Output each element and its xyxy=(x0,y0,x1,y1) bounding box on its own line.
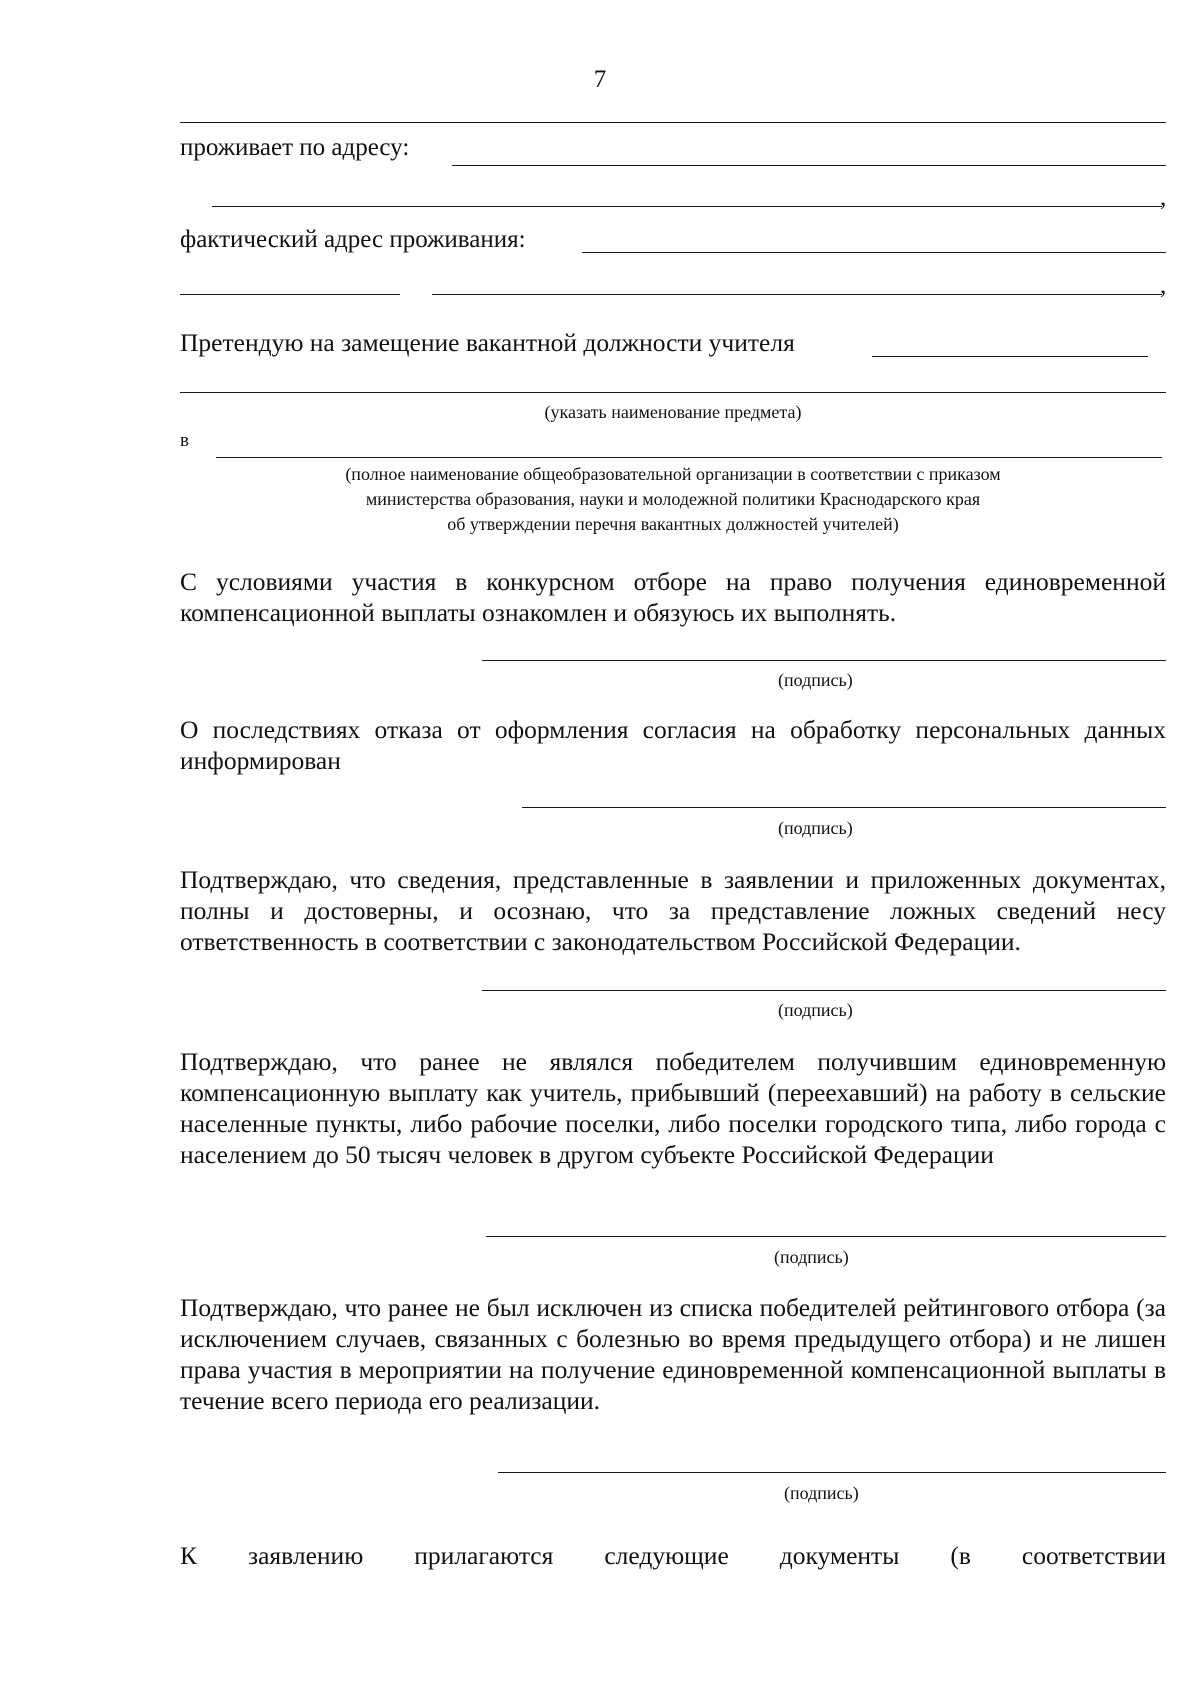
address-label: проживает по адресу: xyxy=(180,134,410,161)
signature-caption-3: (подпись) xyxy=(778,1000,853,1020)
vacancy-subject-field[interactable] xyxy=(872,356,1148,357)
statement-not-excluded: Подтверждаю, что ранее не был исключен из списка победителей рейтингового отбора (за исключением случаев, связанных с болезнью во время предыдущего отбора) и не лишен права участия в мероприятии на получение единовременной компенсационной выплаты в течение всего периода его реализации. xyxy=(180,1293,1166,1415)
statement-accuracy: Подтверждаю, что сведения, представленные в заявлении и приложенных документах, полны и достоверны, и осознаю, что за представление ложных сведений несу ответственность в соответствии с законодательством Российской Федерации. xyxy=(180,865,1166,956)
actual-address-field[interactable] xyxy=(582,252,1166,253)
actual-address-field-part1[interactable] xyxy=(180,294,400,295)
signature-caption-4: (подпись) xyxy=(774,1247,849,1267)
organization-caption xyxy=(180,462,1166,537)
statement-consent: О последствиях отказа от оформления согласия на обработку персональных данных информирован xyxy=(180,715,1166,775)
actual-address-comma: , xyxy=(1160,272,1167,299)
signature-caption-2: (подпись) xyxy=(778,818,853,838)
in-label: в xyxy=(180,430,189,451)
statement-conditions: С условиями участия в конкурсном отборе на право получения единовременной компенсационной выплаты ознакомлен и обязуюсь их выполнять. xyxy=(180,567,1166,627)
vacancy-label: Претендую на замещение вакантной должности учителя xyxy=(180,328,795,357)
actual-address-label: фактический адрес проживания: xyxy=(180,226,526,253)
address-comma: , xyxy=(1160,184,1167,211)
signature-line-5[interactable] xyxy=(498,1472,1166,1473)
signature-line-1[interactable] xyxy=(482,660,1166,661)
address-field[interactable] xyxy=(452,165,1166,166)
attachments-intro: К заявлению прилагаются следующие документы (в соответствии xyxy=(180,1541,1166,1570)
signature-line-3[interactable] xyxy=(482,990,1166,991)
organization-caption-line-1: (полное наименование общеобразовательной организации в соответствии с приказом xyxy=(345,464,1001,484)
actual-address-field-part2[interactable] xyxy=(432,294,1162,295)
statement-not-previous-winner: Подтверждаю, что ранее не являлся победителем получившим единовременную компенсационную выплату как учитель, прибывший (переехавший) на работу в сельские населенные пункты, либо рабочие поселки, либо поселки городского типа, либо города с населением до 50 тысяч человек в другом субъекте Российской Федерации xyxy=(180,1047,1166,1169)
top-rule xyxy=(180,122,1166,123)
vacancy-subject-field-continued[interactable] xyxy=(180,392,1166,393)
page-number: 7 xyxy=(593,66,607,93)
subject-caption: (указать наименование предмета) xyxy=(544,402,802,422)
signature-caption-5: (подпись) xyxy=(784,1483,859,1503)
organization-caption-line-3: об утверждении перечня вакантных должностей учителей) xyxy=(447,514,899,534)
organization-field[interactable] xyxy=(216,457,1162,458)
signature-line-4[interactable] xyxy=(486,1236,1166,1237)
address-field-continued[interactable] xyxy=(212,206,1162,207)
signature-line-2[interactable] xyxy=(522,807,1166,808)
signature-caption-1: (подпись) xyxy=(778,670,853,690)
organization-caption-line-2: министерства образования, науки и молодежной политики Краснодарского края xyxy=(365,489,981,509)
